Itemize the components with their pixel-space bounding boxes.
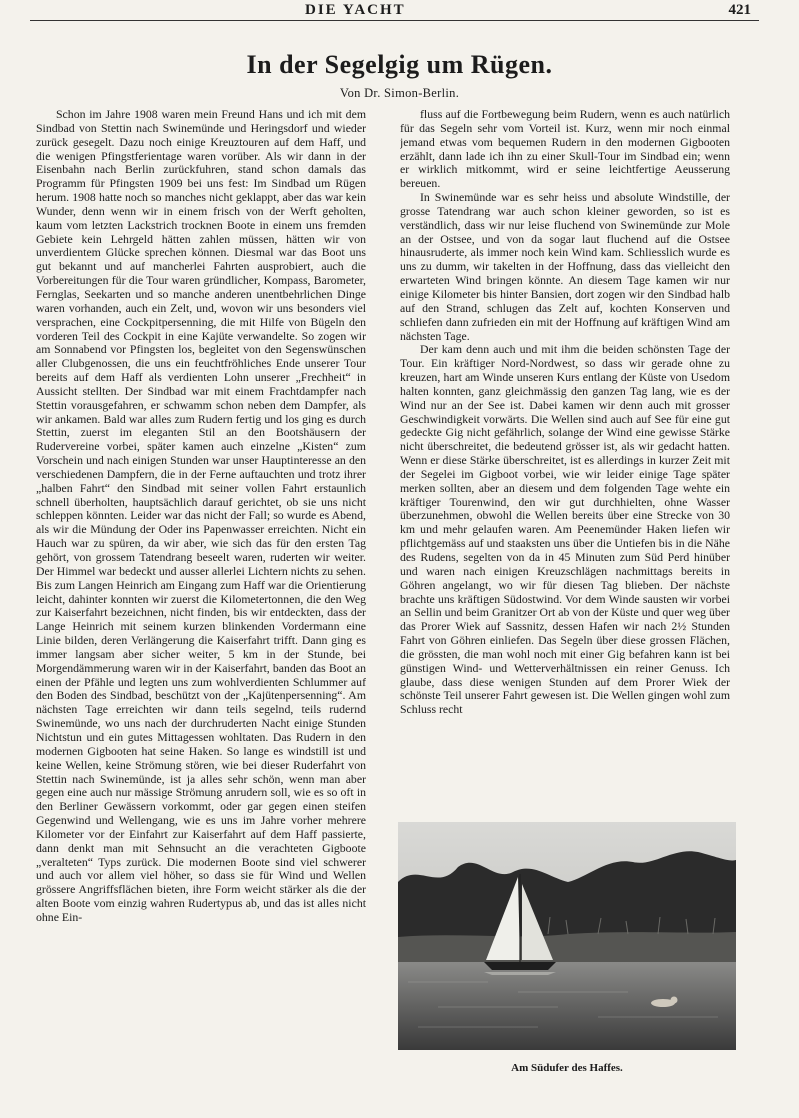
article-title: In der Segelgig um Rügen. xyxy=(246,50,553,79)
left-column xyxy=(36,108,366,1108)
photo-caption: Am Südufer des Haffes. xyxy=(511,1062,623,1074)
article-byline: Von Dr. Simon-Berlin. xyxy=(339,86,460,100)
paragraph: Der kam denn auch und mit ihm die beiden schönsten Tage der Tour. Ein kräftiger Nord-Nordwest, so dass wir gerade ohne zu kreuzen, hart am Winde unseren Kurs entlang der Küste von Usedom halten konnten, ganz gleichmässig den ganzen Tag lang, wie es der Wind nur an der See ist. Dabei kamen wir denn auch mit grosser Geschwindigkeit vorwärts. Die Wellen sind auch auf See für eine gut gedeckte Gig nicht gefährlich, solange der Wind eine gewisse Stärke nicht überschreitet, die bedeutend grösser ist, als wir gedacht hatten. Wenn er diese Stärke überschreitet, ist es allerdings in kurzer Zeit mit der Segelei im Gigboot vorbei, wie wir leider einige Tage später merken sollten, aber an diesem und dem folgenden Tage wehte ein kräftiger Tourenwind, den wir gut durchhielten, ohne Wasser überzunehmen, obwohl die Wellen bereits über eine Strecke von 30 km und mehr gelaufen waren. Am Peenemünder Haken liefen wir pflichtgemäss auf und staaksten uns über die Untiefen bis in die Nähe des Rudens, segelten von da in 45 Minuten zum Süd Perd hinüber und waren nach einigen Kreuzschlägen nachmittags bereits in Göhren angelangt, wo wir für diesen Tag blieben. Der nächste brachte uns kräftigen Südostwind. Vor dem Winde sausten wir vorbei an Sellin und beim Granitzer Ort ab von der Küste und quer weg über das Prorer Wiek auf Sassnitz, dessen Hafen wir nach 2½ Stunden Fahrt von Göhren einliefen. Das Segeln über diese grossen Flächen, die grössten, die man wohl noch mit einer Gig befahren kann ist bei günstigen Wind- und Wetterverhältnissen ein reiner Genuss. Ich glaube, dass diese wenigen Stunden auf dem Prorer Wiek der schönste Teil unserer Fahrt gewesen ist. Die Wellen gingen wohl zum Schluss recht xyxy=(400,342,730,717)
sailboat-photo xyxy=(398,822,736,1050)
sailboat-photo-graphic xyxy=(398,822,736,1050)
running-header xyxy=(0,0,799,22)
paragraph: Schon im Jahre 1908 waren mein Freund Hans und ich mit dem Sindbad von Stettin nach Swinemünde und Heringsdorf und wieder zurück gesegelt. Dazu noch einige Kreuztouren auf dem Haff, und die wenigen Pfingstferientage waren vorüber. Als wir dann in der Eisenbahn nach Berlin zurückfuhren, stand schon damals das Programm für Pfingsten 1909 bei uns fest: Im Sindbad um Rügen herum. 1908 hatte noch so manches nicht geklappt, aber das war kein Wunder, denn wenn wir in einem frisch von der Werft geholten, kaum vom letzten Lackstrich trocknen Boote in einem uns fremden Gebiete kein Lehrgeld hätten zahlen müssen, hätten wir von unverdientem Glücke sprechen können. Diesmal war das Boot uns gut bekannt und auf mancherlei Fahrten ausprobiert, auch die Vorbereitungen für die Tour waren gründlicher, Kompass, Barometer, Fernglas, Seekarten und so manche anderen unentbehrlichen Dinge waren vorhanden, auch ein Zelt, und, wovon wir uns besonders viel versprachen, eine Cockpitpersenning, die mit Hilfe von Bügeln den vorderen Teil des Cockpit in eine Kajüte verwandelte. So zogen wir am Sonnabend vor Pfingsten los, begleitet von den Segenswünschen aller Clubgenossen, die uns ein feuchtfröhliches Ende unserer Tour bereits auf dem Haff als verdienten Lohn unserer „Frechheit“ in Aussicht stellten. Der Sindbad war mit einem Frachtdampfer nach Stettin vorausgefahren, er schwamm schon neben dem Dampfer, als wir ankamen. Bald war alles zum Rudern fertig und los ging es durch Stettin, zuerst im eleganten Stil an den Bootshäusern der Rudervereine vorbei, später kamen auch einzelne „Kisten“ zum Vorschein und nach einigen Stunden war unser Hauptinteresse an den verschiedenen Dampfern, die in der Ferne auftauchten und trotz ihrer „halben Fahrt“ den Sindbad mit seiner vollen Fahrt erstaunlich schnell überholten, hauptsächlich darauf gerichtet, ob sie uns nicht schleppen könnten. Leider war das nicht der Fall; so wurde es Abend, als wir die Mündung der Oder ins Papenwasser erreichten. Nicht ein Hauch war zu spüren, da wir aber, wie sich das für den ersten Tag gehört, von grossem Tatendrang beseelt waren, ruderten wir weiter. Der Himmel war bedeckt und ausser allerlei Lichtern nichts zu sehen. Bis zum Langen Heinrich am Eingang zum Haff war die Orientierung leicht, dahinter konnten wir zuerst die Kilometertonnen, die den Weg zur Kaiserfahrt bezeichnen, nicht finden, bis wir entdeckten, dass der Lange Heinrich mit seinem kurzen blinkenden Vordermann eine Linie bilden, deren Verlängerung die Kaiserfahrt trifft. Dann ging es immer langsam aber sicher weiter, 5 km in der Stunde, bei Morgendämmerung waren wir in der Kaiserfahrt, banden das Boot an einen der Pfähle und legten uns zum wohlverdienten Schlummer auf den Boden des Sindbad, beschützt von der „Kajütenpersenning“. Am nächsten Tage erreichten wir dann teils segelnd, teils rudernd Swinemünde, wo uns nach der durchruderten Nacht einige Stunden Nichtstun und ein gutes Mittagessen wohltaten. Das Rudern in den modernen Gigbooten hat seine Haken. So lange es windstill ist und keine Wellen, keine Strömung stören, wie bei dieser Ruderfahrt von Stettin nach Swinemünde, ist ja alles sehr schön, wenn man aber gegen eine auch nur mässige Strömung anrudern soll, wie es so oft in den Berliner Gewässern vorkommt, oder gar gegen einen steifen Gegenwind und Wellengang, wie es uns im Jahre vorher mehrere Kilometer vor der Einfahrt zur Kaiserfahrt auf dem Haff passierte, dann denkt man mit Sehnsucht an die verachteten Gigboote „veralteten“ Typs zurück. Die modernen Boote sind viel schwerer und auch vor allem viel höher, so dass sie für Wind und Wellen grössere Angriffsflächen bieten, ihre Form weicht stärker als die der alten Boote vom einzig wahren Rudertypus ab, und das ist alles nicht ohne Ein- xyxy=(36,108,366,924)
right-column xyxy=(400,108,730,808)
journal-name: DIE YACHT xyxy=(305,2,406,18)
header-rule xyxy=(30,20,759,21)
paragraph: fluss auf die Fortbewegung beim Rudern, wenn es auch natürlich für das Segeln sehr vom Vorteil ist. Kurz, wenn mir noch einmal jemand etwas vom bequemen Rudern in den modernen Gigbooten erzählt, dann lade ich ihn zu einer Skull-Tour im Sindbad ein; wenn er wirklich mitkommt, wird er seine leichtfertige Aeusserung bereuen. xyxy=(400,108,730,191)
paragraph: In Swinemünde war es sehr heiss und absolute Windstille, der grosse Tatendrang war auch schon kleiner geworden, so ist es verständlich, dass wir nur leise fluchend von Swinemünde zur Mole an der Ostsee, und von da sogar laut fluchend auf die Ostsee hinausruderte, als immer noch kein Wind kam. Schliesslich wurde es uns zu dumm, wir takelten in der Hoffnung, dass das vielleicht den erwarteten Wind bringen könnte. An diesem Tage kamen wir nur einige Kilometer bis hinter Bansien, dort zogen wir den Sindbad halb auf den Strand, schlugen das Zelt auf, kochten Konserven und schliefen dann zufrieden ein mit der Hoffnung auf kräftigen Wind am nächsten Tage. xyxy=(400,190,730,343)
page-number: 421 xyxy=(728,2,751,18)
